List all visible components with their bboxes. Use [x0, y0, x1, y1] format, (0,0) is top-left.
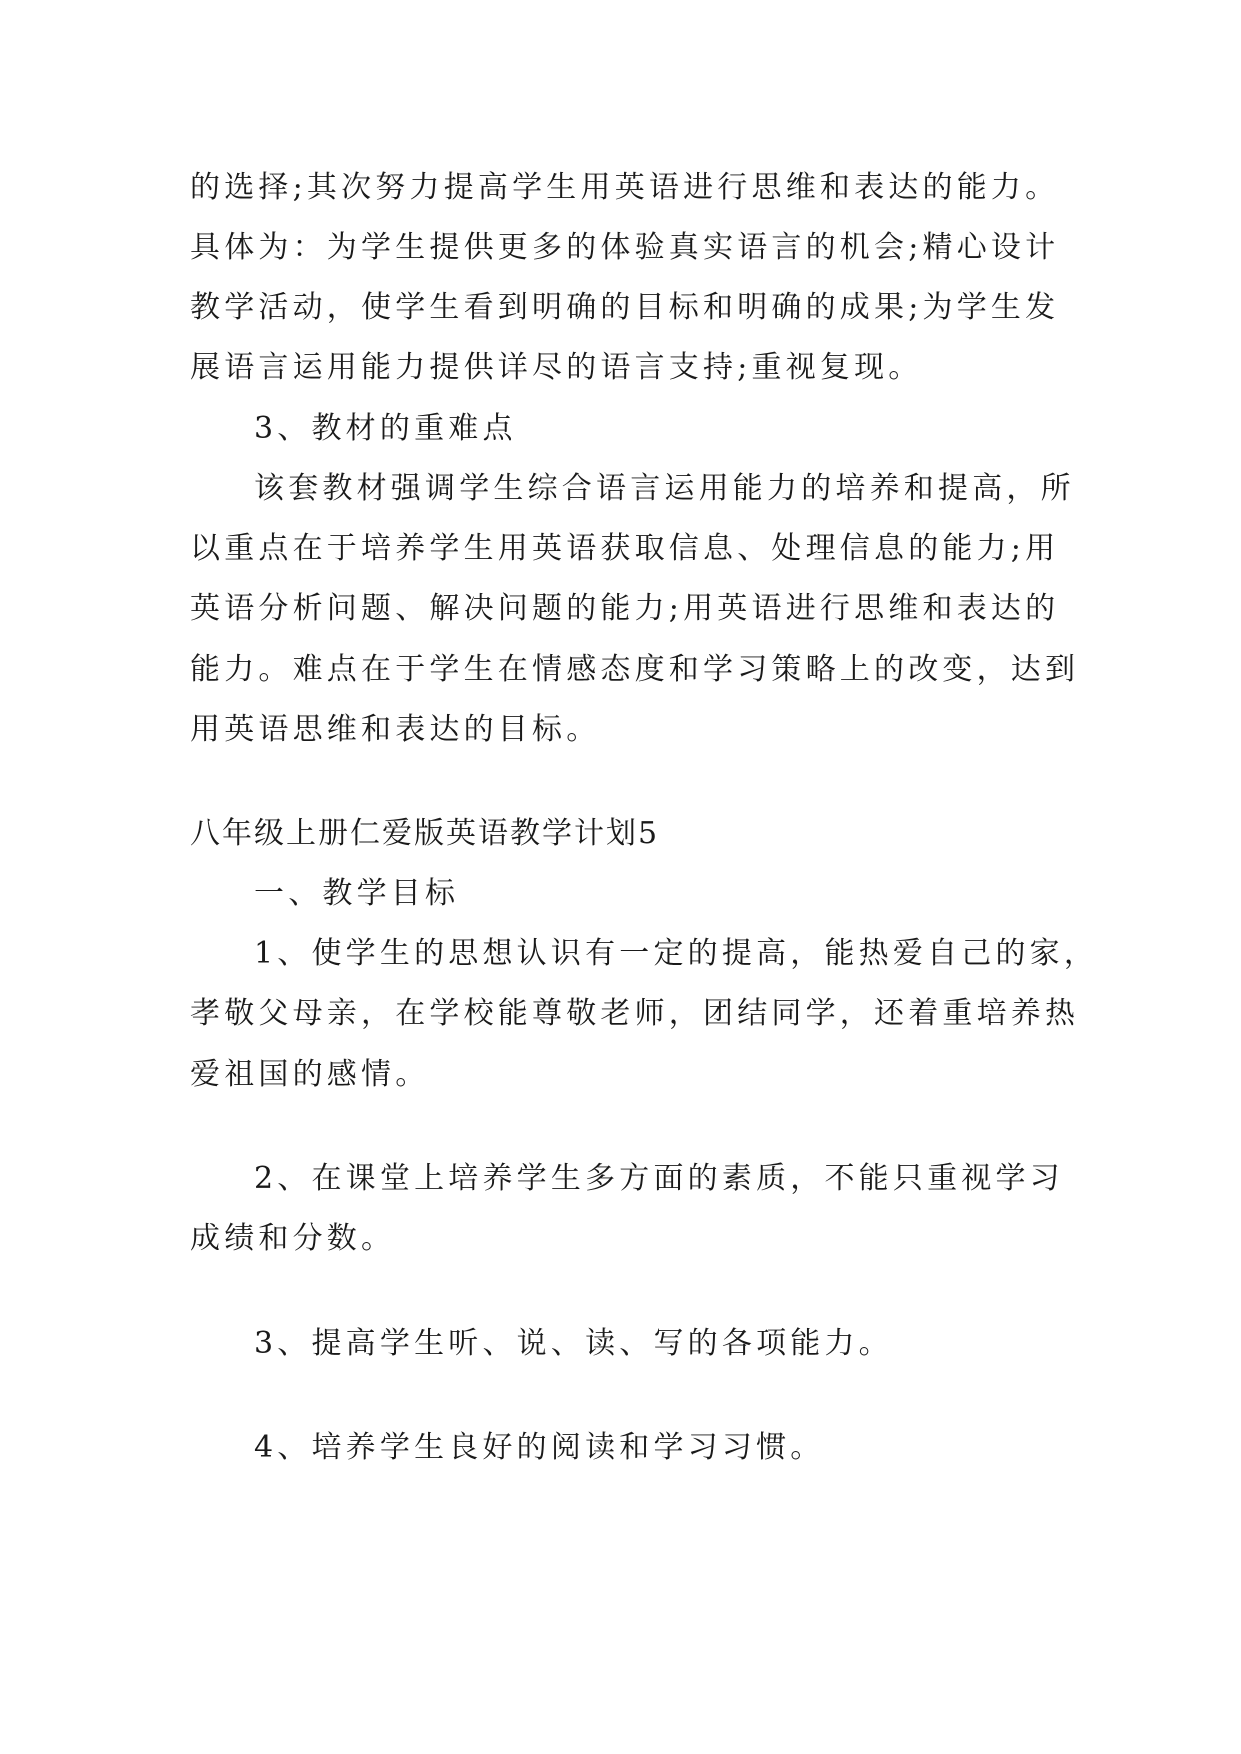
body-text-line: 以重点在于培养学生用英语获取信息、处理信息的能力;用 — [190, 531, 1060, 566]
document-title: 八年级上册仁爱版英语教学计划5 — [190, 816, 660, 851]
body-text-line: 用英语思维和表达的目标。 — [190, 712, 601, 747]
body-text-line: 成绩和分数。 — [190, 1221, 396, 1256]
section-heading: 一、教学目标 — [254, 876, 460, 911]
body-text-line: 4、培养学生良好的阅读和学习习惯。 — [254, 1430, 825, 1465]
body-text-line: 该套教材强调学生综合语言运用能力的培养和提高，所 — [254, 471, 1075, 506]
section-heading: 3、教材的重难点 — [254, 411, 517, 446]
body-text-line: 孝敬父母亲，在学校能尊敬老师，团结同学，还着重培养热 — [190, 996, 1080, 1031]
body-text-line: 展语言运用能力提供详尽的语言支持;重视复现。 — [190, 350, 923, 385]
body-text-line: 2、在课堂上培养学生多方面的素质，不能只重视学习 — [254, 1161, 1064, 1196]
body-text-line: 爱祖国的感情。 — [190, 1057, 430, 1092]
body-text-line: 具体为：为学生提供更多的体验真实语言的机会;精心设计 — [190, 230, 1060, 265]
body-text-line: 1、使学生的思想认识有一定的提高，能热爱自己的家， — [254, 936, 1099, 971]
body-text-line: 英语分析问题、解决问题的能力;用英语进行思维和表达的 — [190, 591, 1060, 626]
body-text-line: 3、提高学生听、说、读、写的各项能力。 — [254, 1326, 893, 1361]
body-text-line: 教学活动，使学生看到明确的目标和明确的成果;为学生发 — [190, 290, 1060, 325]
body-text-line: 的选择;其次努力提高学生用英语进行思维和表达的能力。 — [190, 170, 1060, 205]
body-text-line: 能力。难点在于学生在情感态度和学习策略上的改变，达到 — [190, 652, 1080, 687]
